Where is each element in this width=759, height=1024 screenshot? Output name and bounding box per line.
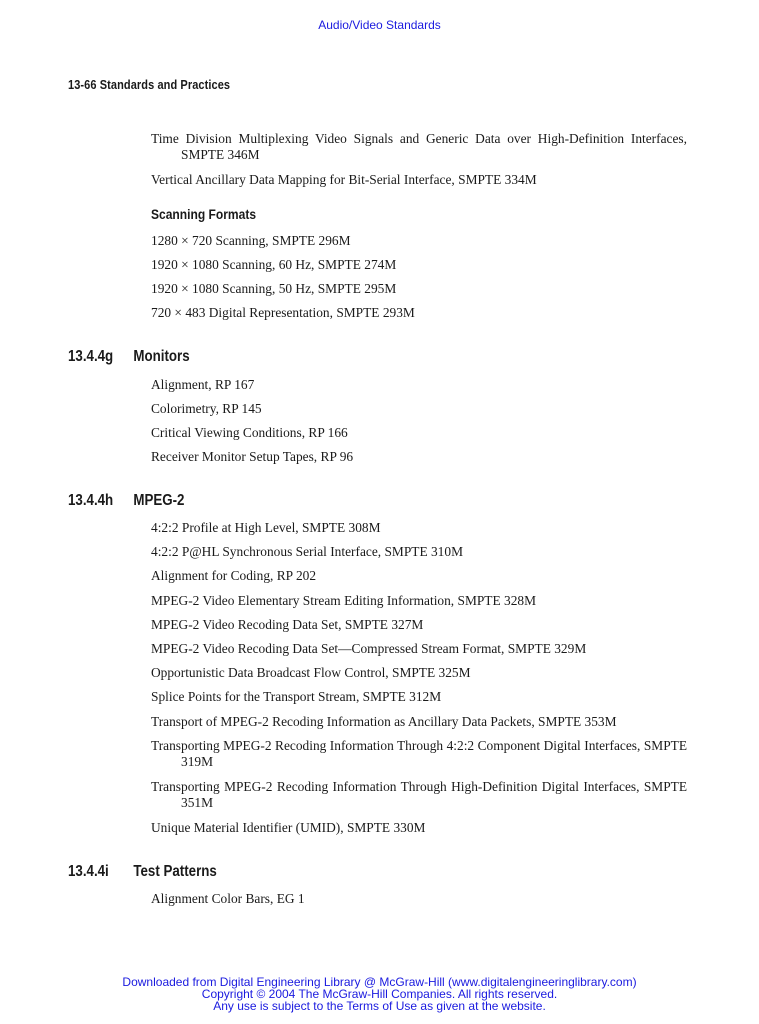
- list-item: 1280 × 720 Scanning, SMPTE 296M: [151, 233, 351, 248]
- section-heading-mpeg2: [68, 492, 184, 510]
- section-number: 13.4.4g: [68, 348, 114, 365]
- list-item: Time Division Multiplexing Video Signals and Generic Data over High-Definition Interfaces, SMPTE 346M: [151, 131, 687, 162]
- section-title: Monitors: [133, 348, 190, 365]
- list-item: 4:2:2 P@HL Synchronous Serial Interface, SMPTE 310M: [151, 544, 463, 559]
- list-item: Splice Points for the Transport Stream, SMPTE 312M: [151, 689, 442, 704]
- list-item: Transporting MPEG-2 Recoding Information Through 4:2:2 Component Digital Interfaces, SMPTE 319M: [151, 738, 687, 769]
- list-item: Transport of MPEG-2 Recoding Information as Ancillary Data Packets, SMPTE 353M: [151, 714, 617, 729]
- list-item: MPEG-2 Video Recoding Data Set—Compressed Stream Format, SMPTE 329M: [151, 641, 587, 656]
- section-title: Test Patterns: [133, 863, 217, 880]
- footer-copyright-line[interactable]: Copyright © 2004 The McGraw-Hill Companies. All rights reserved.: [201, 987, 558, 1001]
- subsection-title-scanning: Scanning Formats: [151, 206, 257, 222]
- list-item: Receiver Monitor Setup Tapes, RP 96: [151, 449, 354, 464]
- footer[interactable]: [0, 976, 759, 1012]
- section-heading-monitors: [68, 348, 190, 366]
- list-item: Transporting MPEG-2 Recoding Information Through High-Definition Digital Interfaces, SMPTE 351M: [151, 779, 687, 810]
- list-item: Colorimetry, RP 145: [151, 401, 262, 416]
- section-number: 13.4.4i: [68, 863, 109, 880]
- list-item: MPEG-2 Video Elementary Stream Editing Information, SMPTE 328M: [151, 593, 536, 608]
- section-number: 13.4.4h: [68, 492, 114, 509]
- list-item: Opportunistic Data Broadcast Flow Control, SMPTE 325M: [151, 665, 471, 680]
- list-item: Alignment for Coding, RP 202: [151, 568, 317, 583]
- footer-download-line[interactable]: Downloaded from Digital Engineering Library @ McGraw-Hill (www.digitalengineeringlibrary.com): [122, 975, 637, 989]
- list-item: Alignment, RP 167: [151, 377, 255, 392]
- list-item: 4:2:2 Profile at High Level, SMPTE 308M: [151, 520, 381, 535]
- list-item: Vertical Ancillary Data Mapping for Bit-Serial Interface, SMPTE 334M: [151, 172, 537, 187]
- list-item: Alignment Color Bars, EG 1: [151, 891, 305, 906]
- footer-terms-line[interactable]: Any use is subject to the Terms of Use as given at the website.: [213, 999, 546, 1013]
- running-head: 13-66 Standards and Practices: [68, 78, 231, 92]
- list-item: MPEG-2 Video Recoding Data Set, SMPTE 327M: [151, 617, 424, 632]
- list-item: Critical Viewing Conditions, RP 166: [151, 425, 348, 440]
- section-heading-test-patterns: [68, 863, 217, 881]
- list-item: 720 × 483 Digital Representation, SMPTE 293M: [151, 305, 415, 320]
- top-link[interactable]: Audio/Video Standards: [318, 18, 441, 32]
- list-item: Unique Material Identifier (UMID), SMPTE 330M: [151, 820, 426, 835]
- section-title: MPEG-2: [133, 492, 185, 509]
- list-item: 1920 × 1080 Scanning, 50 Hz, SMPTE 295M: [151, 281, 397, 296]
- list-item: 1920 × 1080 Scanning, 60 Hz, SMPTE 274M: [151, 257, 397, 272]
